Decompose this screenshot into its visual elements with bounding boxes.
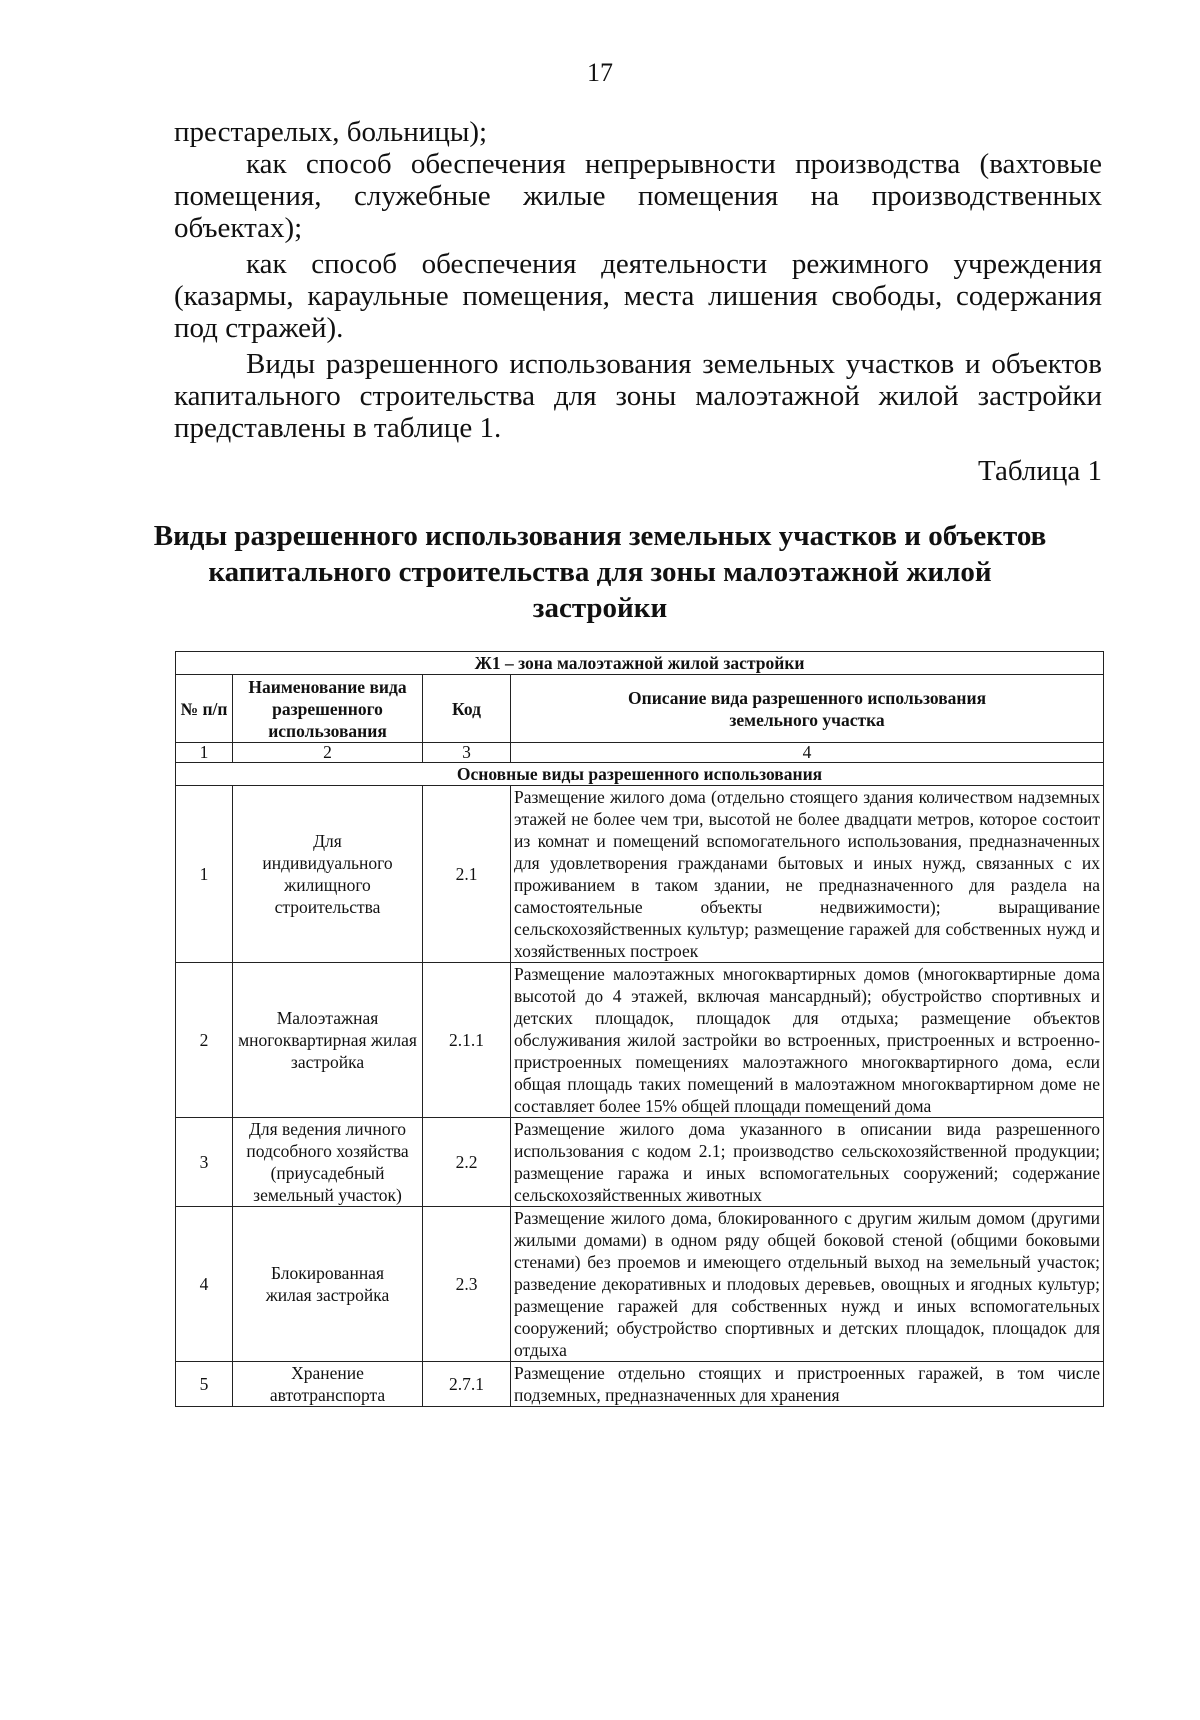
row-code: 2.1 [423,786,511,963]
column-number: 2 [233,743,423,763]
table-row [176,1118,1104,1207]
row-name: Хранение автотранспорта [233,1362,423,1407]
body-text [174,116,1102,444]
table-row [176,1207,1104,1362]
column-number: 1 [176,743,233,763]
row-code: 2.3 [423,1207,511,1362]
column-header-name: Наименование вида разрешенного использования [233,675,423,743]
column-header-description: Описание вида разрешенного использования земельного участка [511,675,1104,743]
row-description: Размещение отдельно стоящих и пристроенных гаражей, в том числе подземных, предназначенных для хранения [511,1362,1104,1407]
row-name: Для индивидуального жилищного строительства [233,786,423,963]
row-name: Для ведения личного подсобного хозяйства (приусадебный земельный участок) [233,1118,423,1207]
page-number: 17 [587,58,613,87]
row-description: Размещение жилого дома указанного в описании вида разрешенного использования с кодом 2.1; производство сельскохозяйственной продукции; размещение гаража и иных вспомогательных сооружений; содержание сельскохозяйственных животных [511,1118,1104,1207]
row-number: 3 [176,1118,233,1207]
row-number: 2 [176,963,233,1118]
table-row [176,1362,1104,1407]
row-description: Размещение малоэтажных многоквартирных домов (многоквартирные дома высотой до 4 этажей, включая мансардный); обустройство спортивных и детских площадок, площадок для отдыха; размещение объектов обслуживания жилой застройки во встроенных, пристроенных и встроенно-пристроенных помещениях малоэтажного многоквартирного дома, если общая площадь таких помещений в малоэтажном многоквартирном доме не составляет более 15% общей площади помещений дома [511,963,1104,1118]
paragraph: Виды разрешенного использования земельных участков и объектов капитального строительства для зоны малоэтажной жилой застройки представлены в таблице 1. [174,348,1102,444]
zone-header-row [176,652,1104,675]
row-number: 1 [176,786,233,963]
column-number: 4 [511,743,1104,763]
section-header-row [176,763,1104,786]
column-header-code: Код [423,675,511,743]
table-row [176,963,1104,1118]
row-number: 5 [176,1362,233,1407]
table-title: Виды разрешенного использования земельных участков и объектов капитального строительства для зоны малоэтажной жилой застройки [153,520,1047,624]
row-description: Размещение жилого дома, блокированного с другим жилым домом (другими жилыми домами) в одном ряду общей боковой стеной (общими боковыми стенами) без проемов и имеющего отдельный выход на земельный участок; разведение декоративных и плодовых деревьев, овощных и ягодных культур; размещение гаражей для собственных нужд и иных вспомогательных сооружений; обустройство спортивных и детских площадок, площадок для отдыха [511,1207,1104,1362]
row-number: 4 [176,1207,233,1362]
paragraph: как способ обеспечения деятельности режимного учреждения (казармы, караульные помещения, места лишения свободы, содержания под стражей). [174,248,1102,344]
row-name: Блокированная жилая застройка [233,1207,423,1362]
land-use-table [175,651,1104,1407]
column-header-row [176,675,1104,743]
paragraph: как способ обеспечения непрерывности производства (вахтовые помещения, служебные жилые помещения на производственных объектах); [174,148,1102,244]
row-description: Размещение жилого дома (отдельно стоящего здания количеством надземных этажей не более чем три, высотой не более двадцати метров, которое состоит из комнат и помещений вспомогательного использования, предназначенных для удовлетворения гражданами бытовых и иных нужд, связанных с их проживанием в таком здании, не предназначенного для раздела на самостоятельные объекты недвижимости); выращивание сельскохозяйственных культур; размещение гаражей для собственных нужд и хозяйственных построек [511,786,1104,963]
column-number: 3 [423,743,511,763]
column-header-number: № п/п [176,675,233,743]
zone-header: Ж1 – зона малоэтажной жилой застройки [176,652,1104,675]
table-row [176,786,1104,963]
paragraph-continuation: престарелых, больницы); [174,116,488,148]
row-name: Малоэтажная многоквартирная жилая застройка [233,963,423,1118]
column-number-row [176,743,1104,763]
row-code: 2.7.1 [423,1362,511,1407]
table-label: Таблица 1 [977,455,1102,487]
section-header: Основные виды разрешенного использования [176,763,1104,786]
row-code: 2.2 [423,1118,511,1207]
row-code: 2.1.1 [423,963,511,1118]
